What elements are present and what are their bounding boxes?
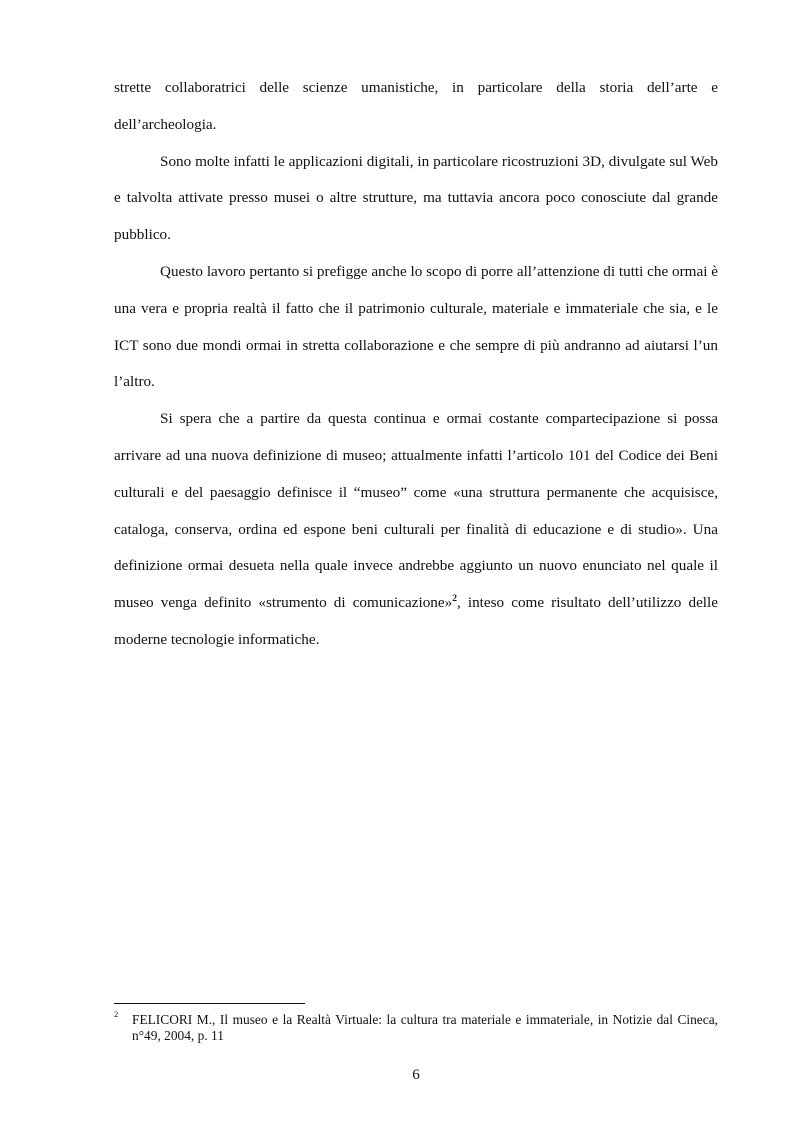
paragraph-museum-definition: [114, 401, 718, 659]
page-number: 6: [412, 1067, 420, 1083]
paragraph-continuation: strette collaboratrici delle scienze umanistiche, in particolare della storia dell’arte e dell’archeologia.: [114, 79, 718, 133]
museum-definition-text-end: , inteso come risultato dell’utilizzo delle moderne tecnologie informatiche.: [114, 594, 718, 648]
museum-definition-text: Si spera che a partire da questa continua e ormai costante compartecipazione si possa arrivare ad una nuova definizione di museo; attualmente infatti l’articolo 101 del Codice dei Beni culturali e del paesaggio definisce il “museo” come «una struttura permanente che acquisisce, cataloga, conserva, ordina ed espone beni culturali per finalità di educazione e di studio». Una definizione ormai desueta nella quale invece andrebbe aggiunto un nuovo enunciato nel quale il museo venga definito «strumento di comunicazione»: [114, 410, 718, 612]
footnote-separator: [114, 1003, 305, 1004]
footnote-number: 2: [114, 1009, 119, 1019]
paragraph-purpose: Questo lavoro pertanto si prefigge anche lo scopo di porre all’attenzione di tutti che ormai è una vera e propria realtà il fatto che il patrimonio culturale, materiale e immateriale che sia, e le ICT sono due mondi ormai in stretta collaborazione e che sempre di più andranno ad aiutarsi l’un l’altro.: [114, 262, 718, 391]
paragraph-applications: Sono molte infatti le applicazioni digitali, in particolare ricostruzioni 3D, divulgate sul Web e talvolta attivate presso musei o altre strutture, ma tuttavia ancora poco conosciute dal grande pubblico.: [114, 152, 718, 244]
body-text: [114, 70, 718, 659]
footnote-text: FELICORI M., Il museo e la Realtà Virtuale: la cultura tra materiale e immateriale, in Notizie dal Cineca, n°49, 2004, p. 11: [132, 1012, 718, 1044]
footnote-reference: 2: [452, 594, 457, 605]
footnote: [114, 1009, 718, 1045]
